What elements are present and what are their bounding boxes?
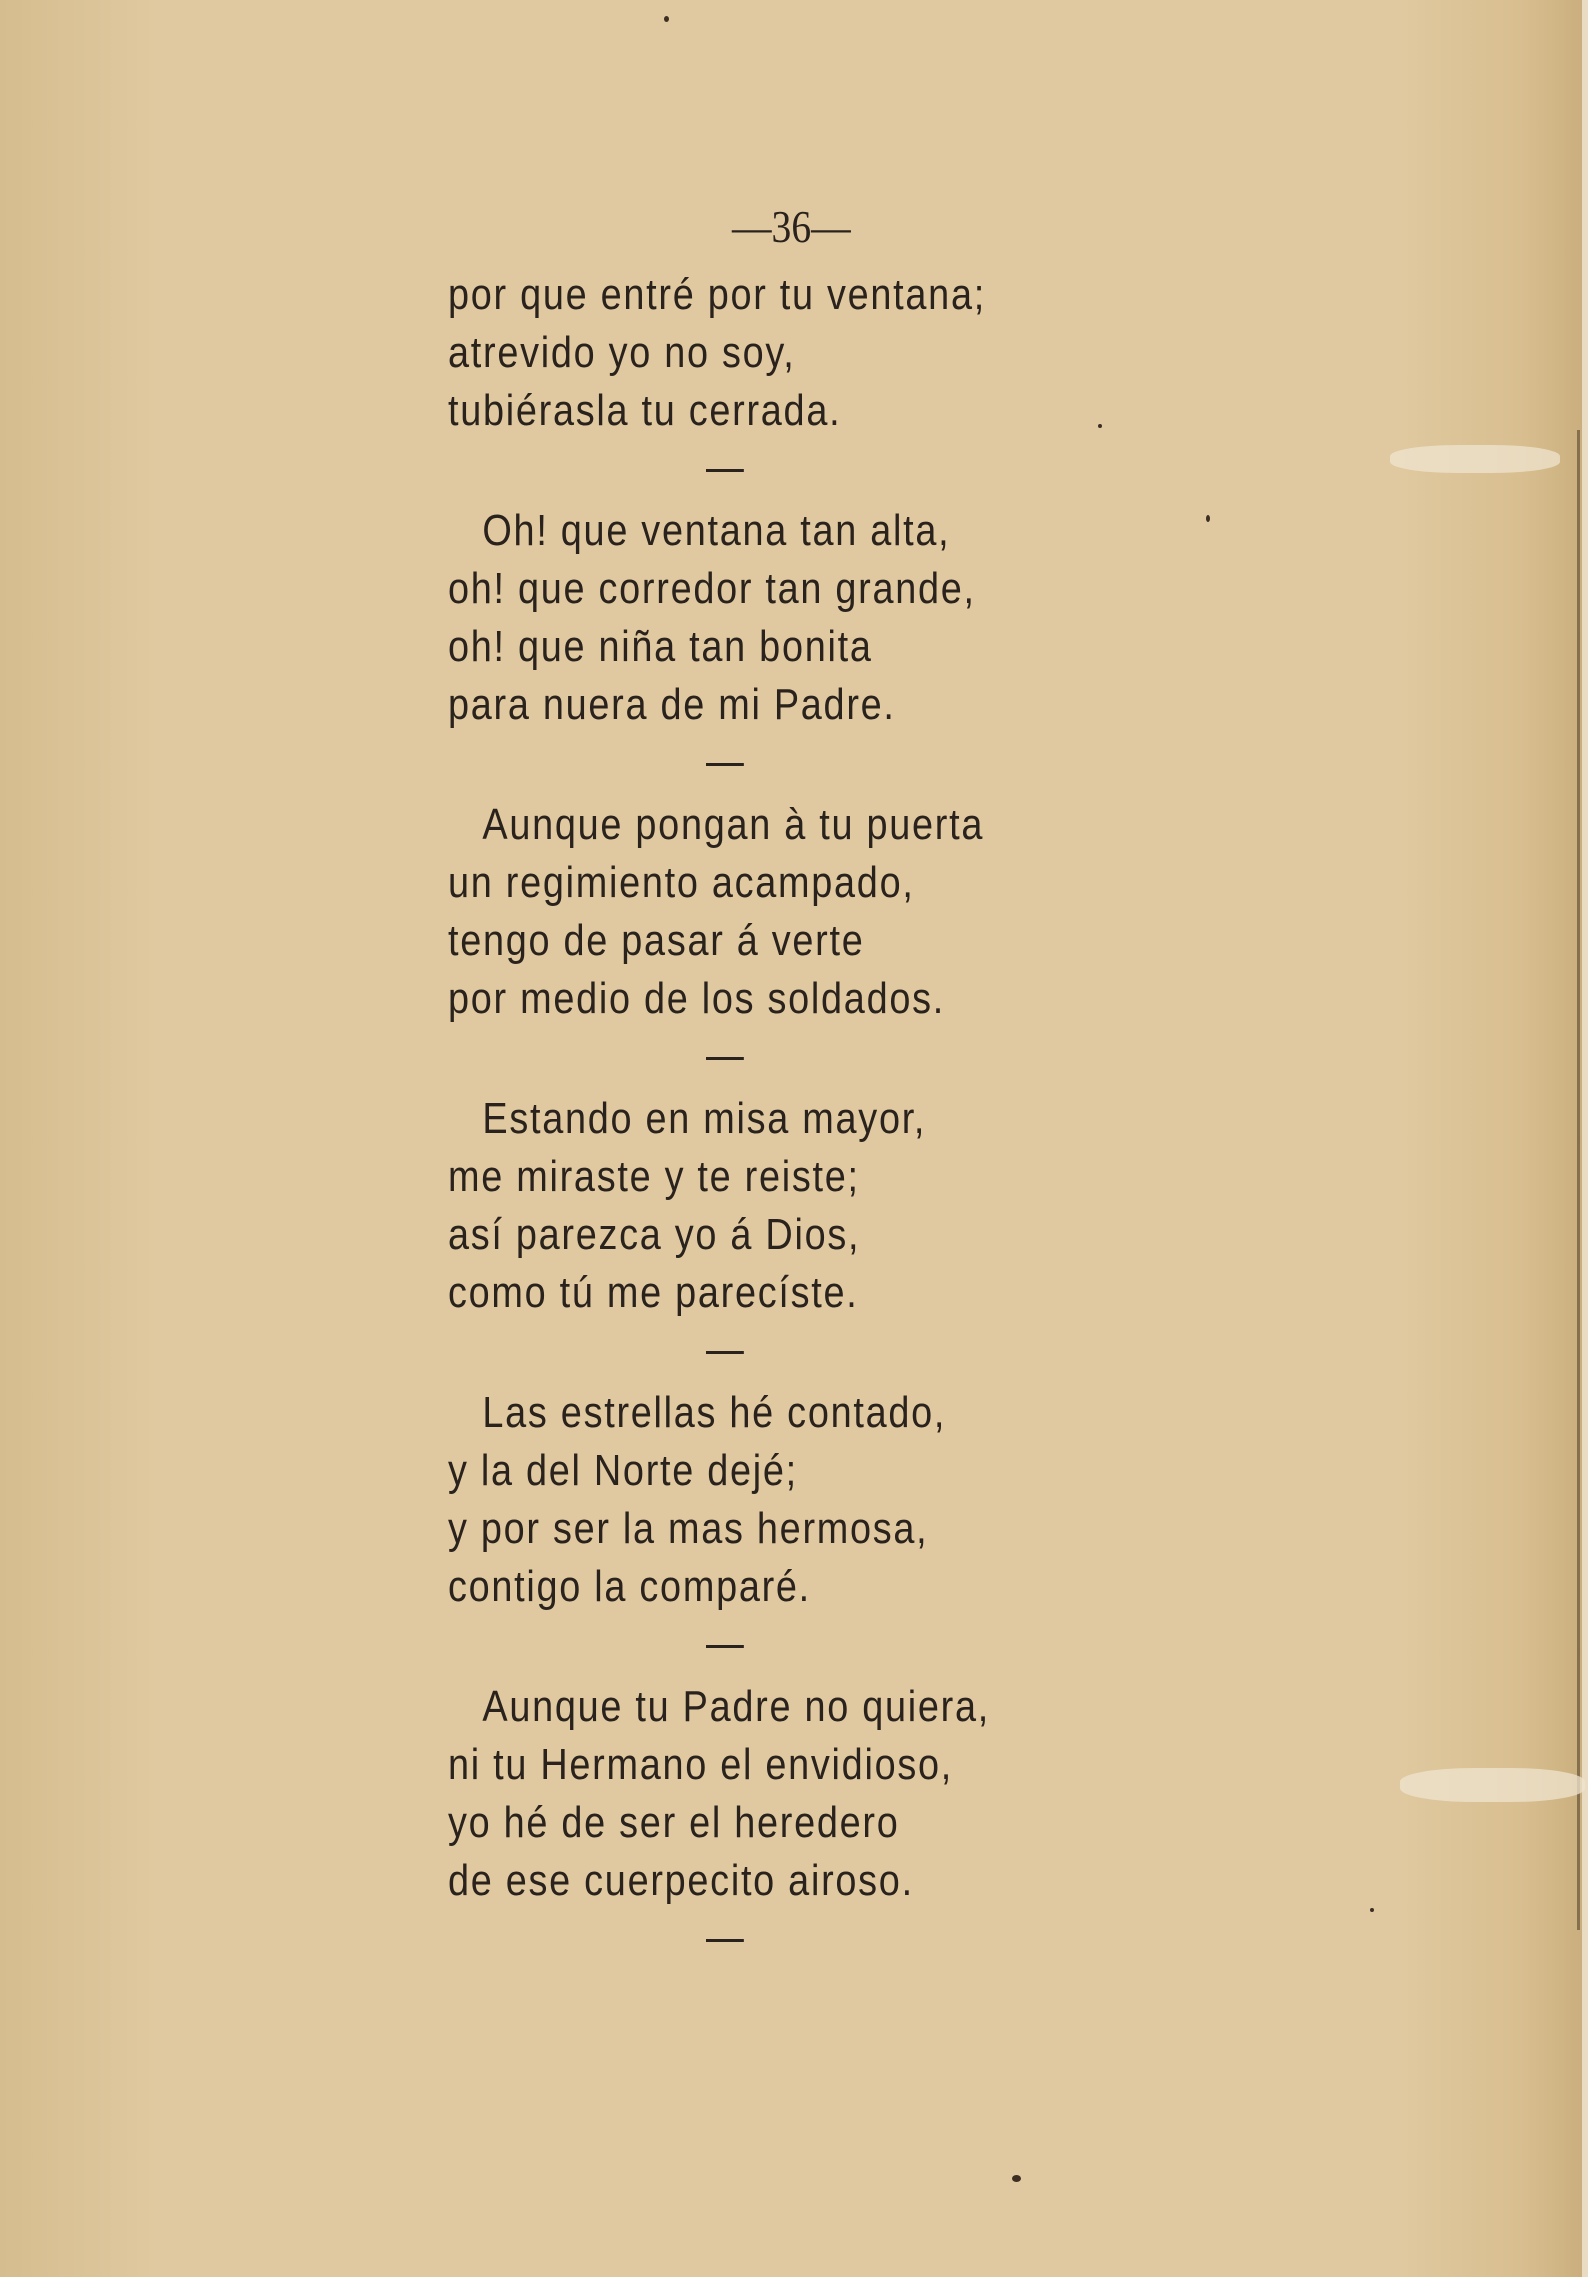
stanza-divider: [706, 1351, 744, 1354]
verse-line: por medio de los soldados.: [448, 974, 945, 1023]
stanza: [448, 1384, 1050, 1616]
stanza-divider: [706, 1645, 744, 1648]
stanza-divider: [706, 763, 744, 766]
stanza: [448, 796, 1050, 1028]
stanza-divider: [706, 1057, 744, 1060]
verse-line: oh! que corredor tan grande,: [448, 564, 976, 613]
verse-line: y por ser la mas hermosa,: [448, 1504, 929, 1553]
poem-text: [448, 266, 1050, 1972]
verse-line: por que entré por tu ventana;: [448, 270, 986, 319]
stanza: [448, 1090, 1050, 1322]
stanza: [448, 502, 1050, 734]
verse-line: de ese cuerpecito airoso.: [448, 1856, 914, 1905]
verse-line: tubiérasla tu cerrada.: [448, 386, 842, 435]
ink-speck: [664, 16, 669, 22]
verse-line: para nuera de mi Padre.: [448, 680, 896, 729]
verse-line: como tú me parecíste.: [448, 1268, 859, 1317]
stanza: [448, 266, 1050, 440]
ink-speck: [1012, 2175, 1021, 2182]
verse-line: atrevido yo no soy,: [448, 328, 796, 377]
page-edge: [1582, 0, 1588, 2277]
verse-line: Las estrellas hé contado,: [482, 1388, 947, 1437]
verse-line: un regimiento acampado,: [448, 858, 915, 907]
verse-line: yo hé de ser el heredero: [448, 1798, 900, 1847]
verse-line: contigo la comparé.: [448, 1562, 811, 1611]
stanza: [448, 1678, 1050, 1910]
ink-speck: [1370, 1908, 1374, 1912]
paper-damage-bottom: [1400, 1768, 1585, 1802]
paper-damage-top: [1390, 445, 1560, 473]
verse-line: oh! que niña tan bonita: [448, 622, 873, 671]
stanza-divider: [706, 1939, 744, 1942]
verse-line: así parezca yo á Dios,: [448, 1210, 861, 1259]
verse-line: Oh! que ventana tan alta,: [482, 506, 951, 555]
verse-line: me miraste y te reiste;: [448, 1152, 860, 1201]
ink-speck: [1098, 424, 1102, 428]
verse-line: Estando en misa mayor,: [482, 1094, 927, 1143]
page-number: —36—: [732, 201, 851, 252]
verse-line: y la del Norte dejé;: [448, 1446, 798, 1495]
verse-line: tengo de pasar á verte: [448, 916, 865, 965]
verse-line: Aunque pongan à tu puerta: [482, 800, 985, 849]
ink-speck: [1206, 515, 1210, 522]
stanza-divider: [706, 469, 744, 472]
verse-line: Aunque tu Padre no quiera,: [482, 1682, 990, 1731]
verse-line: ni tu Hermano el envidioso,: [448, 1740, 953, 1789]
page-edge-shadow: [1577, 430, 1580, 1930]
